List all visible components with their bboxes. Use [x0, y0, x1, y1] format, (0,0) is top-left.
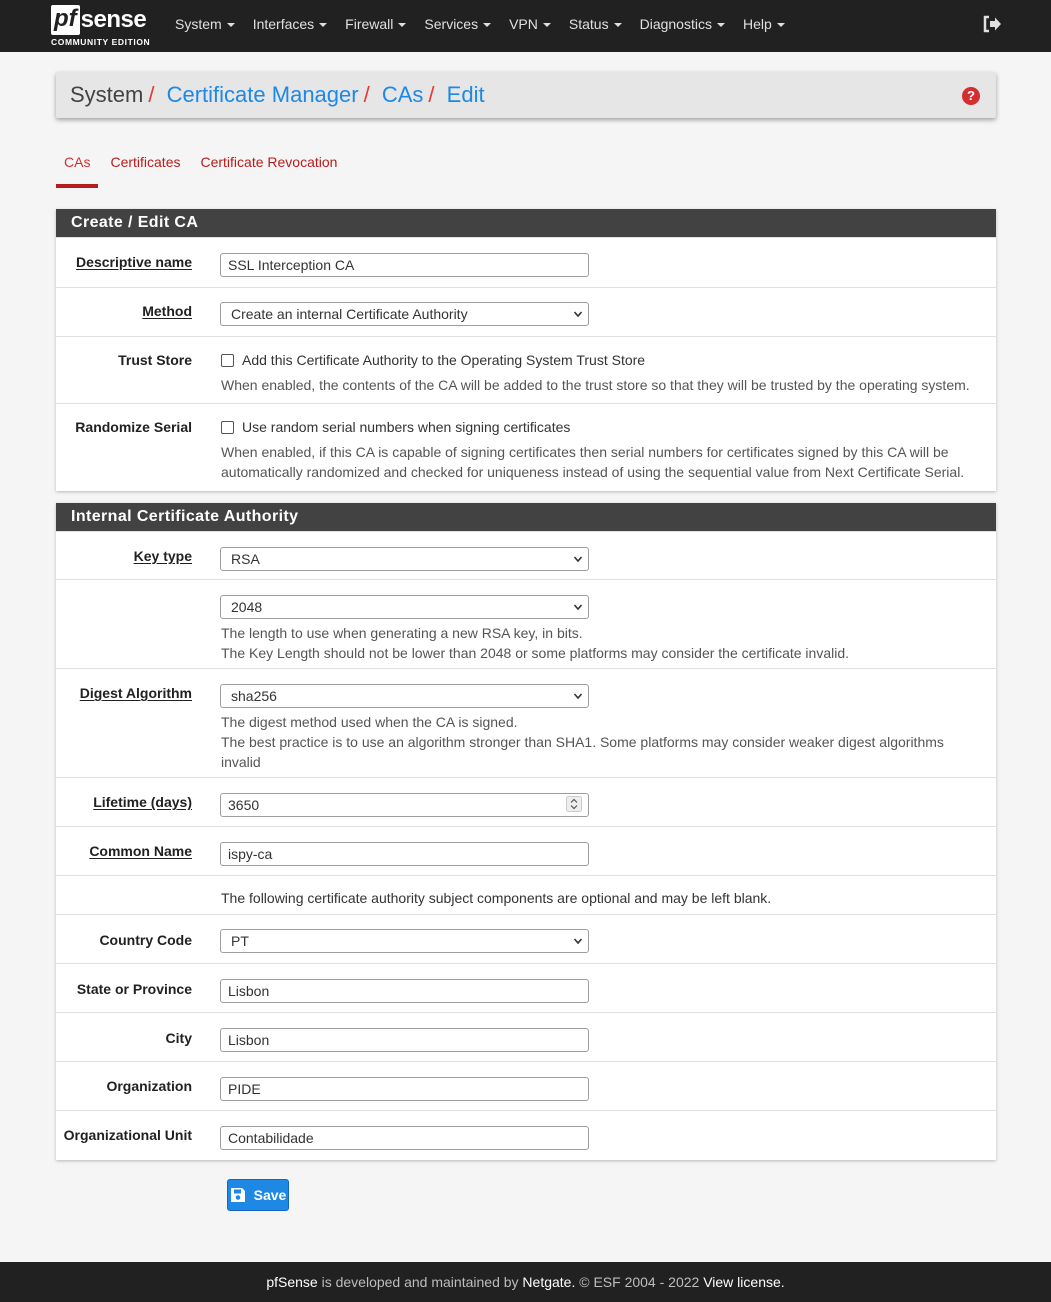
logo-sense: sense: [80, 6, 147, 33]
chevron-down-icon: [573, 554, 583, 564]
city-input[interactable]: [220, 1028, 589, 1052]
lifetime-field: [220, 793, 589, 817]
organizational-unit-input[interactable]: [220, 1126, 589, 1150]
form-row-organization: [56, 1061, 996, 1110]
internal-ca-panel: [56, 503, 996, 1160]
method-selected: Create an internal Certificate Authority: [231, 306, 468, 322]
caret-down-icon: [483, 23, 491, 27]
footer-text2: © ESF 2004 - 2022: [575, 1274, 704, 1290]
form-row-country-code: [56, 914, 996, 963]
form-row-randomize-serial: [56, 403, 996, 491]
breadcrumb: System / Certificate Manager / CAs / Edit: [70, 82, 485, 107]
randomize-serial-option: [221, 419, 570, 435]
top-navbar: [0, 0, 1051, 52]
organization-input[interactable]: [220, 1077, 589, 1101]
trust-store-option: [221, 352, 645, 368]
label-city: City: [165, 1030, 192, 1046]
form-row-method: [56, 287, 996, 336]
label-organization: Organization: [106, 1078, 192, 1094]
menu-diagnostics[interactable]: Diagnostics: [640, 0, 725, 52]
label-key-type: Key type: [133, 548, 192, 564]
menu-help[interactable]: Help: [743, 0, 785, 52]
breadcrumb-certificate-manager[interactable]: Certificate Manager: [166, 82, 359, 107]
randomize-serial-checkbox-label: Use random serial numbers when signing certificates: [242, 419, 571, 435]
chevron-down-icon: [573, 309, 583, 319]
state-input[interactable]: [220, 979, 589, 1003]
digest-help-line2: The best practice is to use an algorithm stronger than SHA1. Some platforms may consider weaker digest algorithms invalid: [221, 734, 944, 770]
label-state: State or Province: [76, 981, 192, 997]
breadcrumb-system: System: [70, 82, 144, 107]
label-randomize-serial: Randomize Serial: [75, 419, 192, 435]
form-row-optional-note: [56, 875, 996, 914]
key-length-select[interactable]: [220, 595, 589, 619]
digest-algorithm-select[interactable]: [220, 684, 589, 708]
footer-text1: is developed and maintained by: [317, 1274, 523, 1290]
tab-bar: [56, 146, 349, 188]
trust-store-help: When enabled, the contents of the CA will be added to the trust store so that they will be trusted by the operating system.: [221, 377, 970, 393]
caret-down-icon: [398, 23, 406, 27]
caret-down-icon: [227, 23, 235, 27]
logout-icon[interactable]: [982, 14, 1002, 34]
digest-algorithm-selected: sha256: [231, 688, 277, 704]
label-lifetime: Lifetime (days): [93, 794, 192, 810]
country-code-select[interactable]: [220, 929, 589, 953]
logo-pf: pf: [51, 5, 80, 35]
label-method: Method: [142, 303, 192, 319]
key-length-help-line1: The length to use when generating a new RSA key, in bits.: [221, 625, 583, 641]
digest-algorithm-help: [221, 712, 981, 772]
pfsense-logo[interactable]: [51, 5, 157, 47]
save-label: Save: [253, 1187, 287, 1203]
breadcrumb-panel: [56, 72, 996, 118]
label-country-code: Country Code: [99, 932, 192, 948]
help-icon[interactable]: ?: [962, 87, 980, 105]
breadcrumb-cas[interactable]: CAs: [381, 82, 424, 107]
caret-down-icon: [614, 23, 622, 27]
form-row-descriptive-name: [56, 237, 996, 287]
chevron-down-icon: [573, 936, 583, 946]
form-row-city: [56, 1012, 996, 1061]
footer: [0, 1262, 1051, 1302]
key-type-select[interactable]: [220, 547, 589, 571]
tab-certificates[interactable]: Certificates: [110, 154, 181, 170]
form-row-key-length: [56, 579, 996, 668]
menu-vpn[interactable]: VPN: [509, 0, 551, 52]
common-name-input[interactable]: [220, 842, 589, 866]
trust-store-checkbox-label: Add this Certificate Authority to the Operating System Trust Store: [242, 352, 646, 368]
optional-components-note: The following certificate authority subject components are optional and may be left blank.: [221, 890, 772, 906]
key-length-selected: 2048: [231, 599, 263, 615]
panel-title: Internal Certificate Authority: [56, 503, 996, 531]
main-menu: [175, 0, 803, 52]
footer-license-link[interactable]: View license.: [703, 1274, 785, 1290]
label-trust-store: Trust Store: [118, 352, 192, 368]
key-length-help: [221, 623, 981, 663]
create-edit-ca-panel: [56, 209, 996, 491]
caret-down-icon: [543, 23, 551, 27]
form-row-state: [56, 963, 996, 1012]
descriptive-name-input[interactable]: [220, 253, 589, 277]
form-row-common-name: [56, 826, 996, 875]
form-row-key-type: [56, 531, 996, 579]
menu-status[interactable]: Status: [569, 0, 622, 52]
save-button[interactable]: [227, 1179, 289, 1211]
caret-down-icon: [319, 23, 327, 27]
caret-down-icon: [777, 23, 785, 27]
label-descriptive-name: Descriptive name: [76, 254, 192, 270]
logo-edition: COMMUNITY EDITION: [51, 37, 151, 47]
country-code-selected: PT: [231, 933, 249, 949]
tab-certificate-revocation[interactable]: Certificate Revocation: [200, 154, 338, 170]
label-common-name: Common Name: [89, 843, 192, 859]
randomize-serial-help: When enabled, if this CA is capable of signing certificates then serial numbers for certificates signed by this CA will be automatically randomized and checked for uniqueness instead of using the sequential value from Next Certificate Serial.: [221, 444, 965, 480]
menu-system[interactable]: System: [175, 0, 235, 52]
lifetime-input[interactable]: [220, 793, 589, 817]
menu-firewall[interactable]: Firewall: [345, 0, 406, 52]
randomize-serial-checkbox[interactable]: [221, 421, 234, 434]
panel-title: Create / Edit CA: [56, 209, 996, 237]
tab-cas[interactable]: CAs: [56, 146, 98, 188]
floppy-disk-icon: [230, 1187, 246, 1203]
footer-company-link[interactable]: Netgate.: [522, 1274, 576, 1290]
digest-help-line1: The digest method used when the CA is signed.: [221, 714, 518, 730]
breadcrumb-edit[interactable]: Edit: [446, 82, 485, 107]
label-organizational-unit: Organizational Unit: [63, 1127, 192, 1143]
form-row-trust-store: [56, 336, 996, 403]
trust-store-checkbox[interactable]: [221, 354, 234, 367]
menu-services[interactable]: Services: [424, 0, 491, 52]
chevron-down-icon: [573, 602, 583, 612]
key-type-selected: RSA: [231, 551, 260, 567]
menu-interfaces[interactable]: Interfaces: [253, 0, 327, 52]
form-row-lifetime: [56, 777, 996, 826]
form-row-digest-algorithm: [56, 668, 996, 777]
method-select[interactable]: [220, 302, 589, 326]
chevron-down-icon: [573, 691, 583, 701]
number-spinner-icon[interactable]: [566, 796, 582, 812]
form-row-organizational-unit: [56, 1110, 996, 1159]
label-digest-algorithm: Digest Algorithm: [79, 685, 192, 701]
caret-down-icon: [717, 23, 725, 27]
key-length-help-line2: The Key Length should not be lower than 2048 or some platforms may consider the certificate invalid.: [221, 645, 850, 661]
footer-brand[interactable]: pfSense: [266, 1274, 318, 1290]
